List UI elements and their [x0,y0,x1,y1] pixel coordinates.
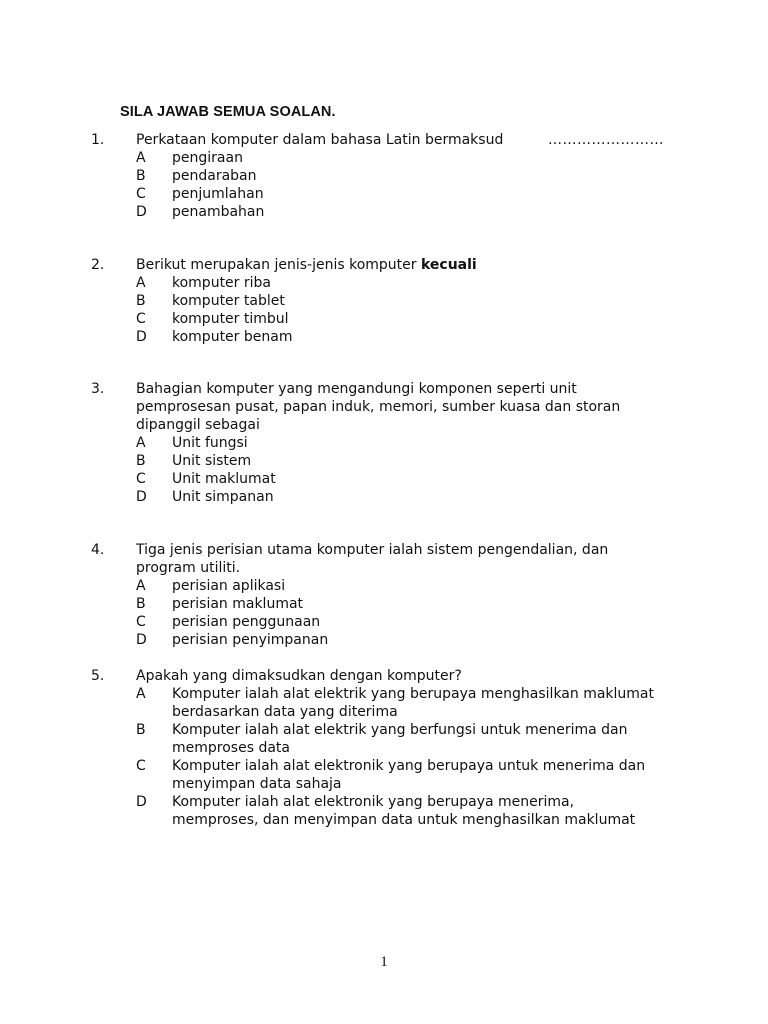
option-text: Unit fungsi [172,435,248,451]
question-stem [136,256,477,274]
option-letter: C [136,186,146,202]
option-letter: C [136,614,146,630]
option-letter: C [136,311,146,327]
option-text: Komputer ialah alat elektronik yang berupaya untuk menerima dan [172,758,646,774]
option-text: menyimpan data sahaja [172,776,342,792]
answer-blank: …………………… [548,132,664,148]
stem-emphasis: kecuali [420,257,477,273]
option-letter: A [136,435,146,451]
question-stem: program utiliti. [136,560,241,576]
question-stem: dipanggil sebagai [136,417,260,433]
option-text: Komputer ialah alat elektrik yang berfungsi untuk menerima dan [172,722,628,738]
question-number: 4. [91,542,105,558]
option-letter: D [136,632,147,648]
question-stem: pemprosesan pusat, papan induk, memori, sumber kuasa dan storan [136,399,621,415]
option-text: memproses data [172,740,290,756]
option-text: perisian aplikasi [172,578,286,594]
option-letter: B [136,722,146,738]
question-number: 3. [91,381,105,397]
stem-text: Berikut merupakan jenis-jenis komputer [136,257,421,273]
option-text: Unit sistem [172,453,252,469]
option-text: penambahan [172,204,265,220]
page-number: 1 [380,954,388,970]
instruction-heading: SILA JAWAB SEMUA SOALAN. [120,104,336,120]
option-letter: C [136,758,146,774]
option-letter: D [136,329,147,345]
option-letter: A [136,686,146,702]
option-text: penjumlahan [172,186,264,202]
question-number: 1. [91,132,105,148]
option-text: komputer timbul [172,311,289,327]
option-letter: C [136,471,146,487]
option-text: Unit simpanan [172,489,274,505]
option-text: Komputer ialah alat elektronik yang berupaya menerima, [172,794,575,810]
question-stem: Perkataan komputer dalam bahasa Latin bermaksud [136,132,504,148]
option-text: pendaraban [172,168,257,184]
option-letter: B [136,168,146,184]
option-letter: B [136,596,146,612]
option-text: perisian penggunaan [172,614,321,630]
option-text: komputer riba [172,275,271,291]
option-letter: D [136,794,147,810]
option-text: memproses, dan menyimpan data untuk menghasilkan maklumat [172,812,636,828]
option-text: perisian maklumat [172,596,304,612]
option-letter: A [136,275,146,291]
option-letter: B [136,293,146,309]
option-letter: A [136,150,146,166]
option-text: komputer tablet [172,293,285,309]
option-text: berdasarkan data yang diterima [172,704,398,720]
question-stem: Tiga jenis perisian utama komputer ialah sistem pengendalian, dan [136,542,609,558]
option-text: Unit maklumat [172,471,276,487]
option-text: Komputer ialah alat elektrik yang berupaya menghasilkan maklumat [172,686,654,702]
option-letter: B [136,453,146,469]
question-number: 5. [91,668,105,684]
question-number: 2. [91,257,105,273]
option-text: pengiraan [172,150,243,166]
option-letter: D [136,204,147,220]
option-text: komputer benam [172,329,293,345]
option-text: perisian penyimpanan [172,632,329,648]
option-letter: A [136,578,146,594]
option-letter: D [136,489,147,505]
question-stem: Apakah yang dimaksudkan dengan komputer? [136,668,462,684]
question-stem: Bahagian komputer yang mengandungi komponen seperti unit [136,381,577,397]
